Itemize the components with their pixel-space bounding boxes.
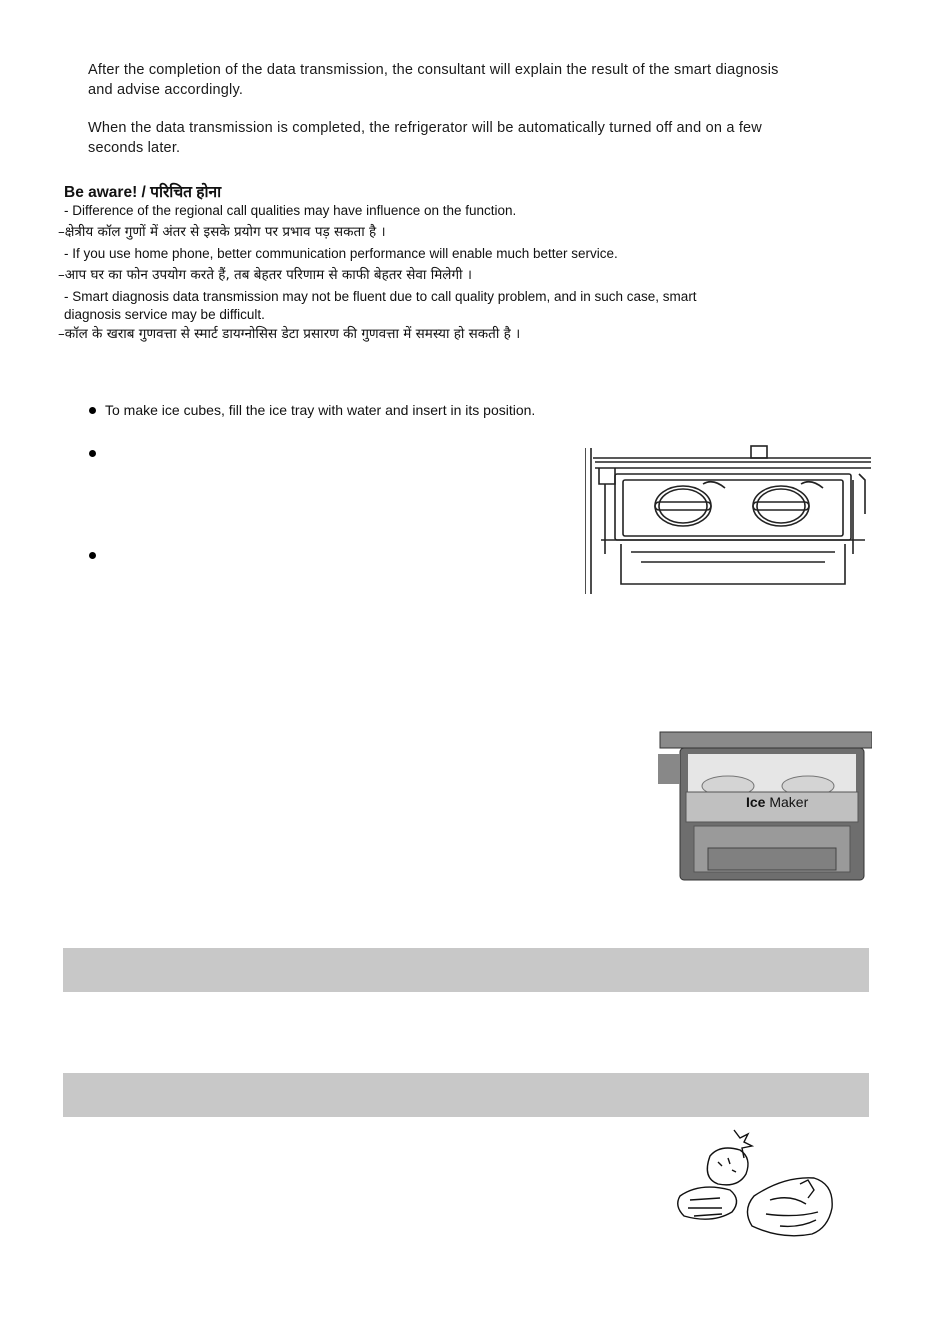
aware-line-3-hindi: –कॉल के खराब गुणवत्ता से स्मार्ट डायग्नोसिस डेटा प्रसारण की गुणवत्ता में समस्या हो सकती है ।	[58, 326, 521, 342]
be-aware-heading: Be aware! / परिचित होना	[64, 184, 222, 201]
section-header-band	[63, 1073, 869, 1117]
bullet-icon	[89, 552, 96, 559]
aware-line-2: - If you use home phone, better communication performance will enable much better service.	[64, 246, 618, 261]
smart-diagnosis-result-paragraph: After the completion of the data transmission, the consultant will explain the result of the smart diagnosis and advise accordingly.	[88, 62, 779, 98]
ice-tray-illustration	[585, 444, 873, 594]
aware-line-2-hindi: –आप घर का फोन उपयोग करते हैं, तब बेहतर परिणाम से काफी बेहतर सेवा मिलेगी ।	[58, 267, 472, 283]
food-bags-illustration	[670, 1126, 840, 1238]
aware-line-3: - Smart diagnosis data transmission may not be fluent due to call quality problem, and in such case, smart	[64, 289, 697, 304]
aware-line-1-hindi: –क्षेत्रीय कॉल गुणों में अंतर से इसके प्रयोग पर प्रभाव पड़ सकता है ।	[58, 224, 386, 240]
maker-label: Maker	[765, 794, 809, 810]
ice-label: Ice	[746, 794, 766, 810]
ice-maker-label	[746, 794, 808, 810]
aware-line-3-cont: diagnosis service may be difficult.	[64, 307, 265, 322]
data-transmission-complete-paragraph: When the data transmission is completed, the refrigerator will be automatically turned off and on a few seconds later.	[88, 120, 762, 156]
ice-cubes-instruction: To make ice cubes, fill the ice tray with water and insert in its position.	[105, 402, 536, 418]
section-header-band	[63, 948, 869, 992]
aware-line-1: - Difference of the regional call qualities may have influence on the function.	[64, 203, 517, 218]
bullet-icon	[89, 407, 96, 414]
bullet-icon	[89, 450, 96, 457]
